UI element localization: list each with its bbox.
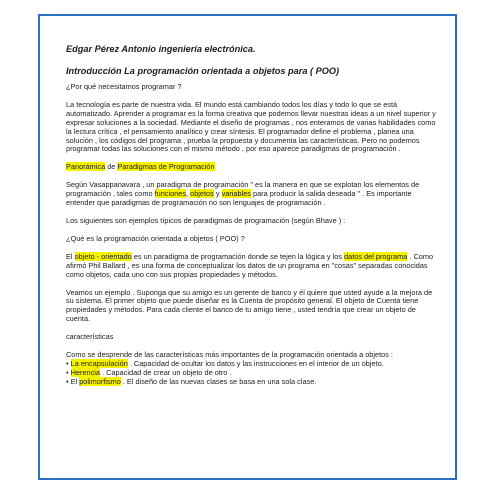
paragraph-features-intro: Como se desprende de las características más importantes de la programación orientada a objetos : [66, 350, 393, 360]
question-why-program: ¿Por qué necesitamos programar ? [66, 82, 182, 91]
highlight-funciones: funciones [154, 189, 187, 199]
text-segment: es un paradigma de programación donde se tejen la lógica y los [131, 251, 345, 261]
heading-panorama-de: de [105, 162, 118, 172]
highlight-herencia: Herencia [70, 367, 101, 377]
question-what-is-poo: ¿Qué es la programación orientada a objetos ( POO) ? [66, 233, 245, 243]
highlight-polimorfismo: polimorfismo [79, 376, 121, 386]
paragraph-object-oriented [66, 253, 436, 280]
paragraph-vasappanavara [66, 181, 436, 208]
heading-panorama [66, 163, 436, 172]
bullet-marker: • El [66, 376, 80, 386]
bullet-polymorphism [66, 378, 436, 387]
highlight-objetos: objetos [190, 189, 214, 199]
document-title: Introducción La programación orientada a objetos para ( POO) [66, 66, 340, 76]
heading-caracteristicas: características [66, 332, 114, 342]
highlight-panoramica: Panorámica [66, 162, 106, 172]
paragraph-technology: La tecnología es parte de nuestra vida. El mundo está cambiando todos los días y todo lo que se está automatizado. Aprender a programar es la forma creativa que podemos llevar nuestras ideas a un nivel superior y expresar soluciones a la sociedad. Mediante el diseño de programas , nos enteramos de varias habilidades como la lectura crítica , el pensamiento analítico y crear síntesis. El programador define el problema , planea una solución , los códigos del programa , prueba la propuesta y documenta las características. Pero no podemos programar todas las soluciones con el mismo método , por eso aparece paradigmas de programación . [66, 99, 436, 154]
text-segment: . Como afirmó Phil Ballard , es una forma de conceptualizar los datos de un programa en "cosas" separadas conocidas como objetos, cada uno con sus propias propiedades y métodos. [66, 251, 434, 279]
paragraph-example-bank: Veamos un ejemplo . Suponga que su amigo es un gerente de banco y él quiere que usted ayude a la mejora de su sistema. El primer objeto que puede diseñar es la Cuenta de propósito general. El objeto de Cuenta tiene propiedades y métodos. Para cada cliente el banco de tu amigo tiene , usted tendría que crear un objeto de cuenta. [66, 287, 433, 324]
paragraph-examples: Los siguientes son ejemplos típicos de paradigmas de programación (según Bhave ) : [66, 215, 346, 225]
text-segment: Según Vasappanavara , un paradigma de programación " es la manera en que se explotan los elementos de programación , tales como [66, 180, 420, 199]
document-content [66, 44, 436, 387]
bullet-marker: • [66, 367, 71, 377]
text-segment: El [66, 251, 75, 261]
text-segment: para producir la salida deseada " . Es importante entender que paradigmas de programación no son lenguajes de programación . [66, 189, 412, 208]
text-segment: , [186, 189, 191, 199]
highlight-objeto-orientado: objeto - orientado [74, 251, 132, 261]
highlight-variables: variables [221, 189, 251, 199]
highlight-datos-programa: datos del programa [344, 251, 408, 261]
author-line: Edgar Pérez Antonio ingeniería electrónica. [66, 44, 256, 54]
highlight-paradigmas: Paradigmas de Programación [117, 162, 215, 172]
text-segment: . Capacidad de ocultar los datos y las instrucciones en el interior de un objeto. [127, 358, 384, 368]
text-segment: . Capacidad de crear un objeto de otro . [100, 367, 232, 377]
document-page [38, 14, 457, 480]
text-segment: y [213, 189, 222, 199]
bullet-marker: • [66, 358, 71, 368]
text-segment: . El diseño de las nuevas clases se basa en una sola clase. [120, 376, 317, 386]
highlight-encapsulacion: La encapsulación [70, 358, 128, 368]
